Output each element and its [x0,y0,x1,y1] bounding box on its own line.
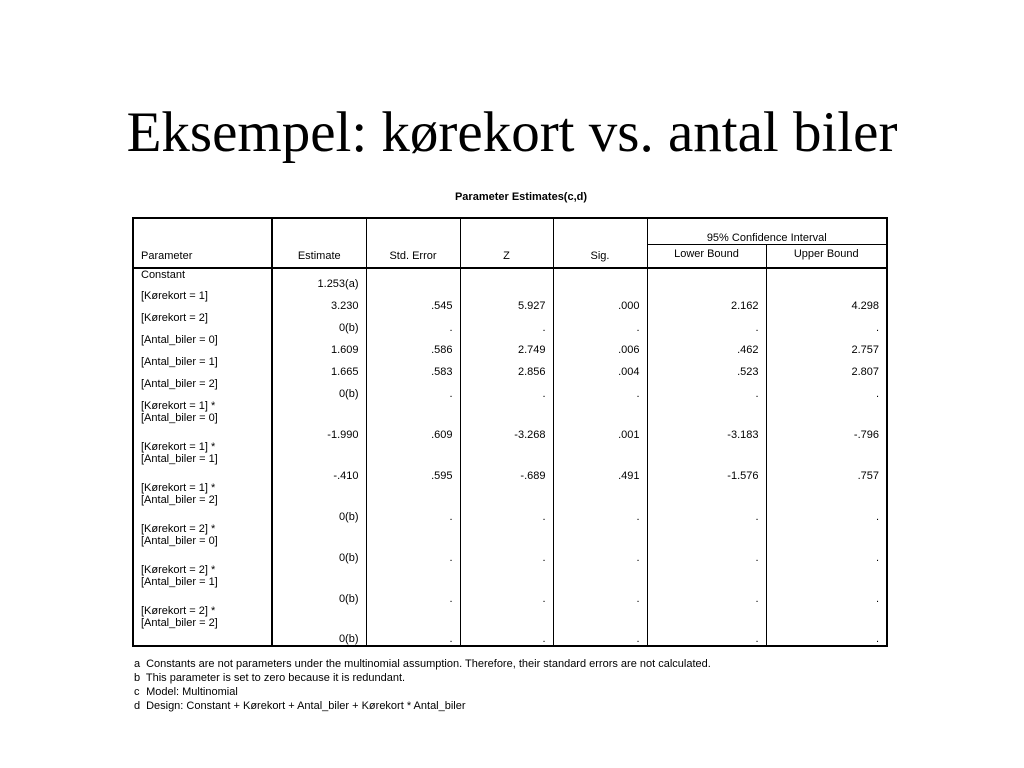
estimate-cell: -.410 [272,441,366,482]
table-row [133,334,887,356]
footnote [134,685,711,699]
parameter-label: [Kørekort = 2] * [141,564,216,576]
estimate-cell: -1.990 [272,400,366,441]
table-row [133,564,887,605]
lower-bound-cell: . [647,523,766,564]
parameter-label-second-line: [Antal_biler = 1] [141,453,218,465]
col-header-std-error: Std. Error [366,244,460,268]
parameter-label-cell [133,290,272,312]
parameter-label-second-line: [Antal_biler = 0] [141,412,218,424]
lower-bound-cell: . [647,378,766,400]
parameter-label-second-line: [Antal_biler = 1] [141,576,218,588]
table-row [133,312,887,334]
sig-cell: . [553,482,647,523]
std-error-cell [366,268,460,290]
footnote [134,671,711,685]
parameter-label: [Antal_biler = 0] [141,334,218,346]
upper-bound-cell: . [766,378,887,400]
sig-cell: .006 [553,334,647,356]
upper-bound-cell: 2.757 [766,334,887,356]
parameter-label: [Kørekort = 1] * [141,482,216,494]
lower-bound-cell: .523 [647,356,766,378]
lower-bound-cell: . [647,482,766,523]
parameter-label: [Antal_biler = 1] [141,356,218,368]
upper-bound-cell [766,268,887,290]
sig-cell: .001 [553,400,647,441]
upper-bound-cell: . [766,605,887,646]
lower-bound-cell [647,268,766,290]
slide-title: Eksempel: kørekort vs. antal biler [126,101,898,164]
lower-bound-cell: . [647,605,766,646]
confidence-interval-header: 95% Confidence Interval [647,218,887,244]
footnote [134,699,711,713]
std-error-cell: .609 [366,400,460,441]
std-error-cell: .595 [366,441,460,482]
z-cell: . [460,605,553,646]
sig-cell: . [553,378,647,400]
col-header-upper-bound: Upper Bound [766,244,887,268]
table-row [133,605,887,646]
parameter-label-second-line: [Antal_biler = 0] [141,535,218,547]
std-error-cell: .586 [366,334,460,356]
estimate-cell: 0(b) [272,312,366,334]
footnote [134,657,711,671]
z-cell: . [460,312,553,334]
lower-bound-cell: . [647,312,766,334]
upper-bound-cell: . [766,312,887,334]
parameter-label: [Kørekort = 2] * [141,605,216,617]
table-row [133,356,887,378]
z-cell: 5.927 [460,290,553,312]
footnote-key: b [134,672,141,684]
table-body [133,268,887,646]
z-cell: . [460,482,553,523]
header-row-columns [133,244,887,268]
parameter-label-cell [133,400,272,441]
z-cell: . [460,378,553,400]
z-cell: 2.856 [460,356,553,378]
estimate-cell: 1.253(a) [272,268,366,290]
std-error-cell: .545 [366,290,460,312]
upper-bound-cell: . [766,523,887,564]
sig-cell: . [553,605,647,646]
table-row [133,268,887,290]
upper-bound-cell: -.796 [766,400,887,441]
std-error-cell: .583 [366,356,460,378]
upper-bound-cell: 2.807 [766,356,887,378]
footnote-text: This parameter is set to zero because it is redundant. [145,672,406,684]
table-row [133,378,887,400]
header-row-top [133,218,887,244]
parameter-label: [Kørekort = 1] * [141,441,216,453]
std-error-cell: . [366,523,460,564]
sig-cell: . [553,564,647,605]
table-caption: Parameter Estimates(c,d) [454,191,588,203]
footnote-key: d [134,700,141,712]
footnote-text: Model: Multinomial [146,686,238,698]
estimate-cell: 1.665 [272,356,366,378]
std-error-cell: . [366,564,460,605]
std-error-cell: . [366,605,460,646]
upper-bound-cell: 4.298 [766,290,887,312]
z-cell: 2.749 [460,334,553,356]
footnote-text: Constants are not parameters under the multinomial assumption. Therefore, their standard errors are not calculated. [146,658,711,670]
estimate-cell: 0(b) [272,378,366,400]
col-header-z: Z [460,244,553,268]
footnotes [134,657,711,713]
parameter-label: [Kørekort = 1] [141,290,208,302]
parameter-label-cell [133,356,272,378]
lower-bound-cell: .462 [647,334,766,356]
lower-bound-cell: -1.576 [647,441,766,482]
sig-cell [553,268,647,290]
parameter-label-cell [133,523,272,564]
parameter-label: [Kørekort = 1] * [141,400,216,412]
parameter-label-second-line: [Antal_biler = 2] [141,617,218,629]
upper-bound-cell: .757 [766,441,887,482]
upper-bound-cell: . [766,482,887,523]
parameter-label-cell [133,378,272,400]
std-error-cell: . [366,312,460,334]
parameter-label: [Kørekort = 2] [141,312,208,324]
parameter-label-cell [133,564,272,605]
sig-cell: .491 [553,441,647,482]
estimate-cell: 0(b) [272,523,366,564]
z-cell [460,268,553,290]
sig-cell: . [553,312,647,334]
parameter-label: Constant [141,269,186,281]
table-row [133,482,887,523]
parameter-label-cell [133,334,272,356]
parameter-label-cell [133,605,272,646]
col-header-lower-bound: Lower Bound [647,244,766,268]
table-row [133,290,887,312]
z-cell: . [460,523,553,564]
parameter-label-cell [133,482,272,523]
estimate-cell: 3.230 [272,290,366,312]
std-error-cell: . [366,378,460,400]
footnote-text: Design: Constant + Kørekort + Antal_biler + Kørekort * Antal_biler [146,700,466,712]
z-cell: . [460,564,553,605]
lower-bound-cell: . [647,564,766,605]
footnote-key: c [134,686,140,698]
col-header-sig: Sig. [553,244,647,268]
parameter-label-cell [133,441,272,482]
parameter-label-second-line: [Antal_biler = 2] [141,494,218,506]
col-header-estimate: Estimate [272,244,366,268]
table-row [133,441,887,482]
sig-cell: .004 [553,356,647,378]
lower-bound-cell: -3.183 [647,400,766,441]
z-cell: -3.268 [460,400,553,441]
estimate-cell: 0(b) [272,564,366,605]
upper-bound-cell: . [766,564,887,605]
z-cell: -.689 [460,441,553,482]
footnote-key: a [134,658,141,670]
std-error-cell: . [366,482,460,523]
parameter-label-cell [133,312,272,334]
lower-bound-cell: 2.162 [647,290,766,312]
parameter-label: [Antal_biler = 2] [141,378,218,390]
parameter-label: [Kørekort = 2] * [141,523,216,535]
estimate-cell: 0(b) [272,482,366,523]
estimate-cell: 0(b) [272,605,366,646]
table-row [133,400,887,441]
col-header-parameter: Parameter [133,244,272,268]
sig-cell: .000 [553,290,647,312]
table-row [133,523,887,564]
parameter-estimates-table [132,217,888,647]
sig-cell: . [553,523,647,564]
parameter-label-cell [133,268,272,290]
estimate-cell: 1.609 [272,334,366,356]
